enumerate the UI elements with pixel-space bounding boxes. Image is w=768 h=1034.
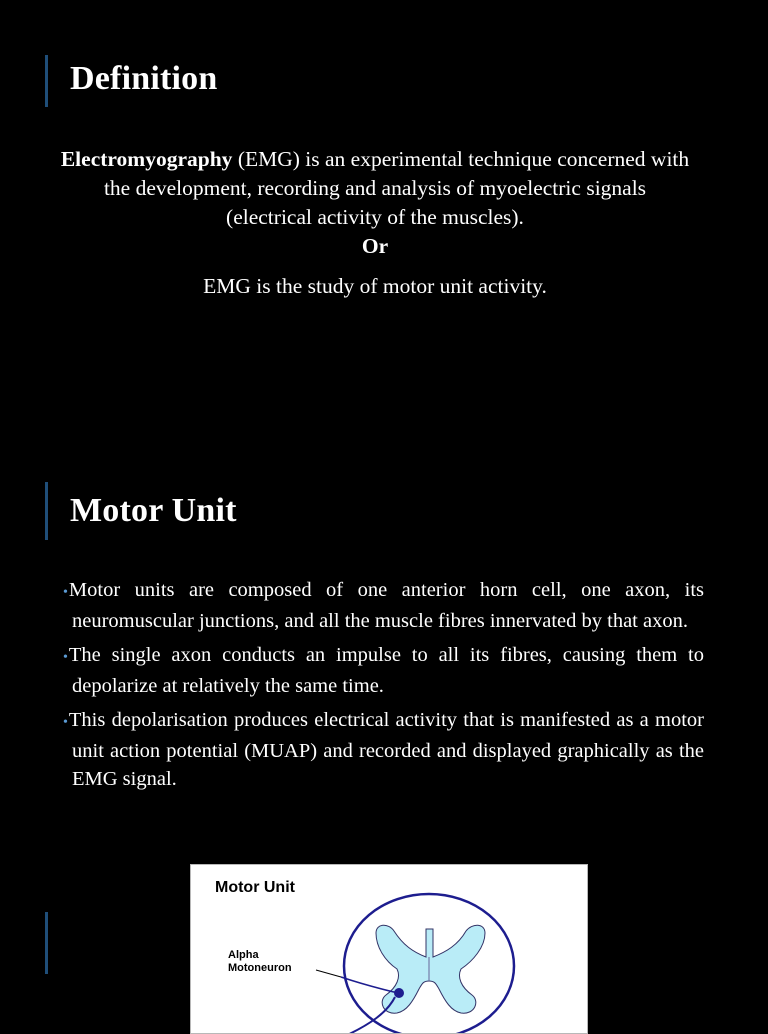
spinal-cord-illustration	[191, 865, 588, 1034]
slide-motor-unit	[0, 470, 768, 1024]
motoneuron-cell-body	[394, 988, 404, 998]
definition-term: Electromyography	[60, 147, 233, 171]
title-accent-bar	[45, 55, 48, 107]
bullet-item: • The single axon conducts an impulse to all its fibres, causing them to depolarize at relatively the same time.	[72, 641, 704, 700]
label-pointer-line	[316, 970, 341, 977]
label-line-1: Alpha	[228, 949, 259, 961]
definition-body: (EMG) is an experimental technique concerned with the development, recording and analysis of myoelectric signals (electrical activity of the muscles).	[103, 147, 690, 229]
bullet-item: • This depolarisation produces electrical activity that is manifested as a motor unit action potential (MUAP) and recorded and displayed graphically as the EMG signal.	[72, 706, 704, 793]
definition-or: Or	[361, 234, 389, 258]
next-slide-accent-bar	[45, 912, 48, 974]
slide-title: Motor Unit	[70, 492, 237, 529]
definition-alternative: EMG is the study of motor unit activity.	[203, 274, 547, 298]
slide-definition	[0, 0, 768, 470]
slide-title: Definition	[70, 60, 218, 97]
title-accent-bar	[45, 482, 48, 540]
label-line-2: Motoneuron	[228, 962, 292, 974]
motor-unit-diagram	[190, 864, 588, 1034]
bullet-item: • Motor units are composed of one anterior horn cell, one axon, its neuromuscular junctions, and all the muscle fibres innervated by that axon.	[72, 576, 704, 635]
figure-title: Motor Unit	[215, 879, 295, 896]
bullet-list	[68, 576, 704, 799]
definition-text	[60, 145, 690, 301]
